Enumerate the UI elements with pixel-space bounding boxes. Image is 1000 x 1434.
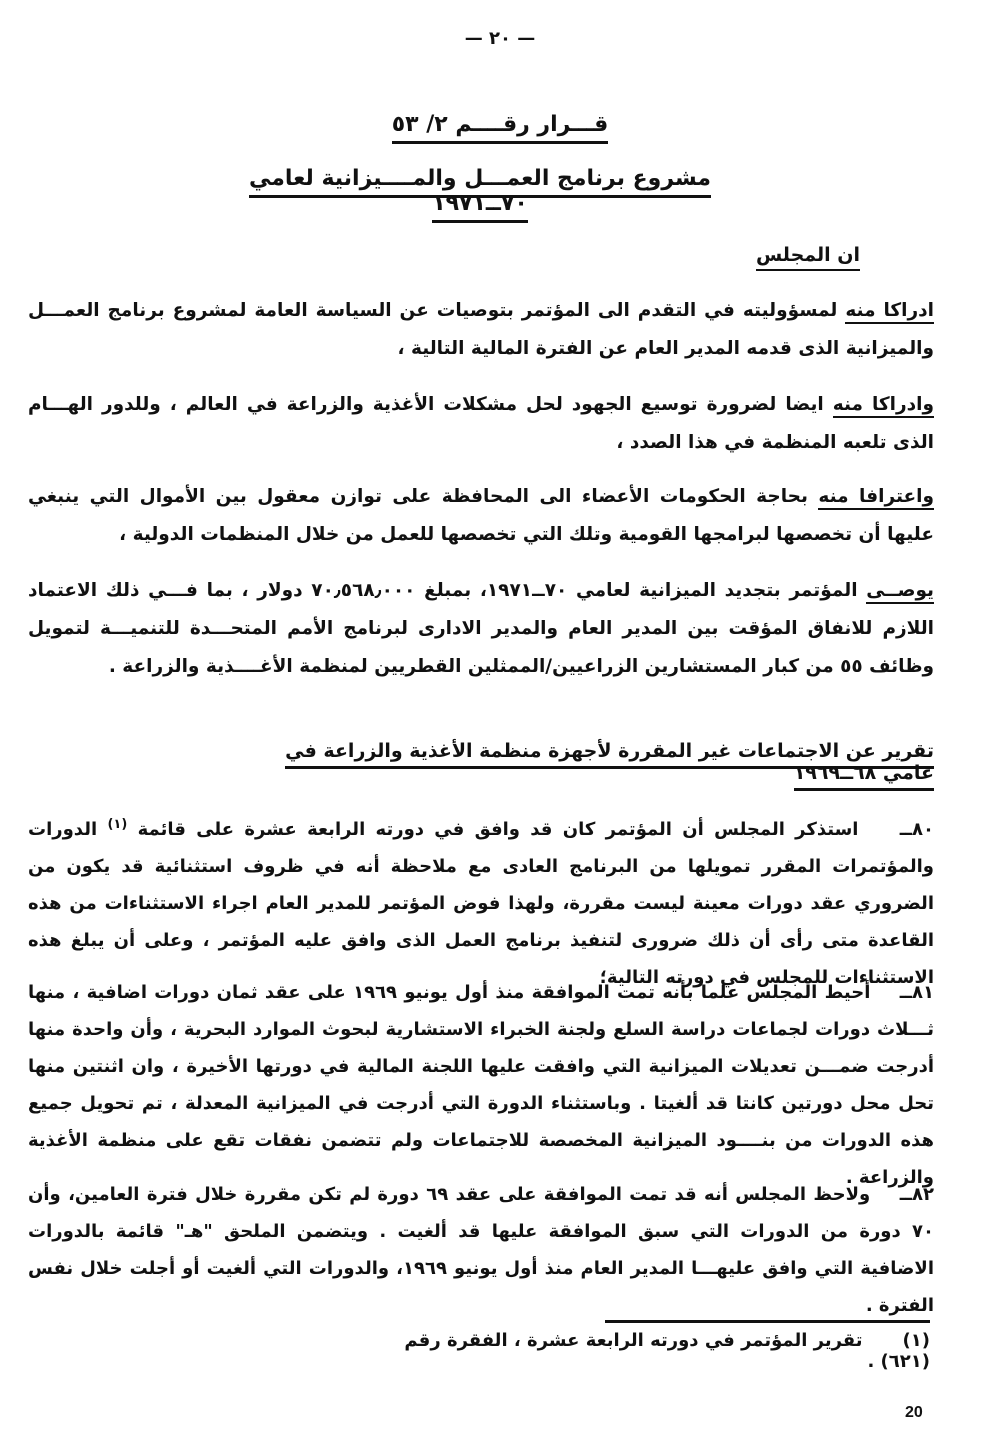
footnote-divider (605, 1320, 930, 1323)
paragraph-text-continued: الدورات والمؤتمرات المقرر تمويلها من البرنامج العادى مع ملاحظة أنه في ظروف استثنائية قد يكون من الضروري عقد دورات معينة ليست مقررة، ولهذا فوض المؤتمر للمدير العام اجراء الاستثناءات من هذه القاعدة متى رأى أن ذلك ضرورى لتنفيذ برنامج العمل الذى وافق عليه المؤتمر ، وعلى أن يبلغ هذه الاستثناءات للمجلس في دورته التالية؛ (28, 819, 934, 988)
numbered-paragraph-82 (28, 1176, 934, 1324)
preamble-paragraph-2 (28, 386, 934, 462)
paragraph-text: ولاحظ المجلس أنه قد تمت الموافقة على عقد ٦٩ دورة لم تكن مقررة خلال فترة العامين، وأن ٧٠ دورة من الدورات التي سبق الموافقة عليها قد ألغيت . ويتضمن الملحق "هـ" قائمة بالدورات الاضافية التي وافق عليهـــا المدير العام منذ أول يونيو ١٩٦٩، والدورات التي ألغيت أو أجلت خلال نفس الفترة . (28, 1184, 935, 1316)
resolution-title-text: قـــرار رقــــم ٢/ ٥٣ (392, 112, 609, 144)
paragraph-lead: وادراكا منه (833, 394, 934, 418)
section-heading-text: تقرير عن الاجتماعات غير المقررة لأجهزة منظمة الأغذية والزراعة في عامي ٦٨ــ١٩٦٩ (285, 740, 934, 791)
paragraph-text: ايضا لضرورة توسيع الجهود لحل مشكلات الأغذية والزراعة في العالم ، وللدور الهـــام الذى تلعبه المنظمة في هذا الصدد ، (28, 394, 934, 453)
footnote (380, 1330, 930, 1372)
operative-paragraph (28, 572, 934, 686)
paragraph-number: ٨٠ــ (899, 819, 934, 840)
paragraph-text: المؤتمر بتجديد الميزانية لعامي ٧٠ــ١٩٧١، بمبلغ ٧٠٫٥٦٨٫٠٠٠ دولار ، بما فـــي ذلك الاعتماد اللازم للانفاق المؤقت بين المدير العام والمدير الادارى لبرنامج الأمم المتحـــدة للتنميـــة لتمويل وظائف ٥٥ من كبار المستشارين الزراعيين/الممثلين القطريين لمنظمة الأغــــذية والزراعة . (28, 580, 934, 677)
paragraph-lead: واعترافا منه (818, 486, 934, 510)
resolution-subject-text: مشروع برنامج العمـــل والمــــيزانية لعامي ٧٠ــ١٩٧١ (249, 166, 711, 223)
preamble-paragraph-1 (28, 292, 934, 368)
footnote-text: تقرير المؤتمر في دورته الرابعة عشرة ، الفقرة رقم (٦٢١) . (404, 1330, 930, 1372)
paragraph-text: لمسؤوليته في التقدم الى المؤتمر بتوصيات عن السياسة العامة لمشروع برنامج العمـــل والميزانية الذى قدمه المدير العام عن الفترة المالية التالية ، (28, 300, 934, 359)
numbered-paragraph-81 (28, 974, 934, 1196)
section-heading (250, 740, 934, 784)
paragraph-text: أحيط المجلس علما بأنه تمت الموافقة منذ أول يونيو ١٩٦٩ على عقد ثمان دورات اضافية ، منها ثـــلاث دورات لجماعات دراسة السلع ولجنة الخبراء الاستشارية لبحوث الموارد البحرية ، وأن واحدة منها أدرجت ضمـــن تعديلات الميزانية التي وافقت عليها اللجنة المالية في دورتها الأخيرة ، وان اثنتين منها تحل محل دورتين كانتا قد ألغيتا . وباستثناء الدورة التي أدرجت في الميزانية المعدلة ، تم تحويل جميع هذه الدورات من بنــــود الميزانية المخصصة للاجتماعات ولم تتضمن نفقات تقع على منظمة الأغذية والزراعة . (28, 982, 934, 1188)
preamble-paragraph-3 (28, 478, 934, 554)
intro-heading (756, 244, 860, 266)
page-number: 20 (905, 1404, 923, 1421)
top-page-number: — ٢٠ — (464, 28, 536, 49)
paragraph-text: استذكر المجلس أن المؤتمر كان قد وافق في دورته الرابعة عشرة على قائمة (137, 819, 859, 840)
footnote-reference[interactable]: (١) (107, 817, 128, 832)
resolution-subject (240, 166, 720, 216)
paragraph-number: ٨١ــ (899, 982, 934, 1003)
paragraph-number: ٨٢ــ (899, 1184, 934, 1205)
paragraph-lead: يوصــى (866, 580, 934, 604)
numbered-paragraph-80 (28, 806, 934, 996)
intro-text: ان المجلس (756, 244, 860, 271)
footnote-mark: (١) (902, 1330, 930, 1351)
paragraph-lead: ادراكا منه (845, 300, 934, 324)
paragraph-text: بحاجة الحكومات الأعضاء الى المحافظة على توازن معقول بين الأموال التي ينبغي عليها أن تخصصها لبرامجها القومية وتلك التي تخصصها للعمل من خلال المنظمات الدولية ، (28, 486, 934, 545)
resolution-title (300, 112, 700, 137)
